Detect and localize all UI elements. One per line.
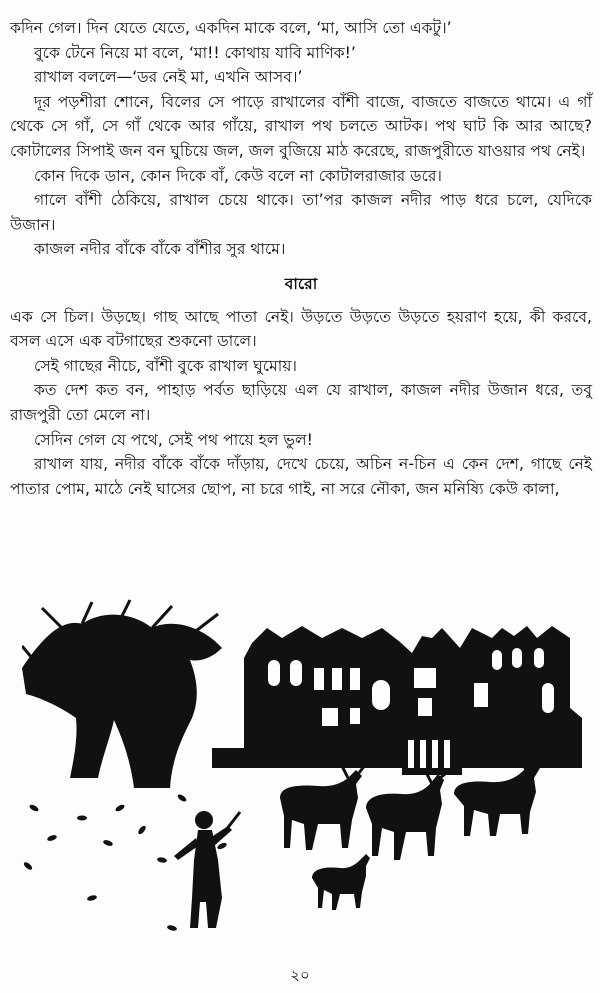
bare-trees [22,615,222,788]
paragraph-7: কাজল নদীর বাঁকে বাঁকে বাঁশীর সুর থামে। [34,240,286,259]
cow-1 [280,760,362,850]
paragraph-11: সেদিন গেল যে পথে, সেই পথ পায়ে হল ভুল! [34,430,313,449]
calf [312,854,370,910]
page-number: ২০ [290,966,310,984]
text-block [10,16,592,501]
paragraph-9: সেই গাছের নীচে, বাঁশী বুকে রাখাল ঘুমোয়। [34,356,297,375]
paragraph-3: রাখাল বললে—‘ডর নেই মা, এখনি আসব।’ [34,68,303,87]
paragraph-1: কদিন গেল। দিন যেতে যেতে, একদিন মাকে বলে, ‘মা, আসি তো একটু।’ [10,19,452,37]
flute-player-figure [174,811,232,928]
paragraph-5: কোন দিকে ডান, কোন দিকে বাঁ, কেউ বলে না কোটালরাজার ডরে। [34,166,442,185]
paragraph-2: বুকে টেনে নিয়ে মা বলে, ‘মা!! কোথায় যাবি মাণিক!’ [34,43,356,62]
flute-icon [226,812,240,830]
cow-2 [366,774,444,860]
paragraph-8: এক সে চিল। উড়ছে। গাছ আছে পাতা নেই। উড়তে উড়তে উড়তে হয়রাণ হয়ে, কী করবে, বসল এসে এক বটগাছের শুকনো ডালে। [10,307,592,351]
cow-3 [454,762,540,836]
paragraph-12: রাখাল যায়, নদীর বাঁকে বাঁকে দাঁড়ায়, দেখে চেয়ে, অচিন ন-চিন এ কেন দেশ, গাছে নেই পাতার পোম, মাঠে নেই ঘাসের ছোপ, না চরে গাই, না সরে নৌকা, জন মনিষ্যি কেউ কালা, [10,455,592,498]
paragraph-4: দূর পড়শীরা শোনে, বিলের সে পাড়ে রাখালের বাঁশী বাজে, বাজতে বাজতে থামে। এ গাঁ থেকে সে গাঁ, সে গাঁ থেকে আর গাঁয়ে, রাখাল পথ চলতে আটক। পথ ঘাট কি আর আছে? কোটালের সিপাই জন বন ঘুচিয়ে জল, জল বুজিয়ে মাঠ করেছে, রাজপুরীতে যাওয়ার পথ নেই। [10,92,592,160]
chapter-heading: বারো [284,274,318,293]
paragraph-6: গালে বাঁশী ঠেকিয়ে, রাখাল চেয়ে থাকে। তা’পর কাজল নদীর পাড় ধরে চলে, যেদিকে উজান। [10,191,592,234]
woodcut-illustration [22,598,582,950]
paragraph-10: কত দেশ কত বন, পাহাড় পর্বত ছাড়িয়ে এল যে রাখাল, কাজল নদীর উজান ধরে, তবু রাজপুরী তো মেলে না। [10,381,592,424]
